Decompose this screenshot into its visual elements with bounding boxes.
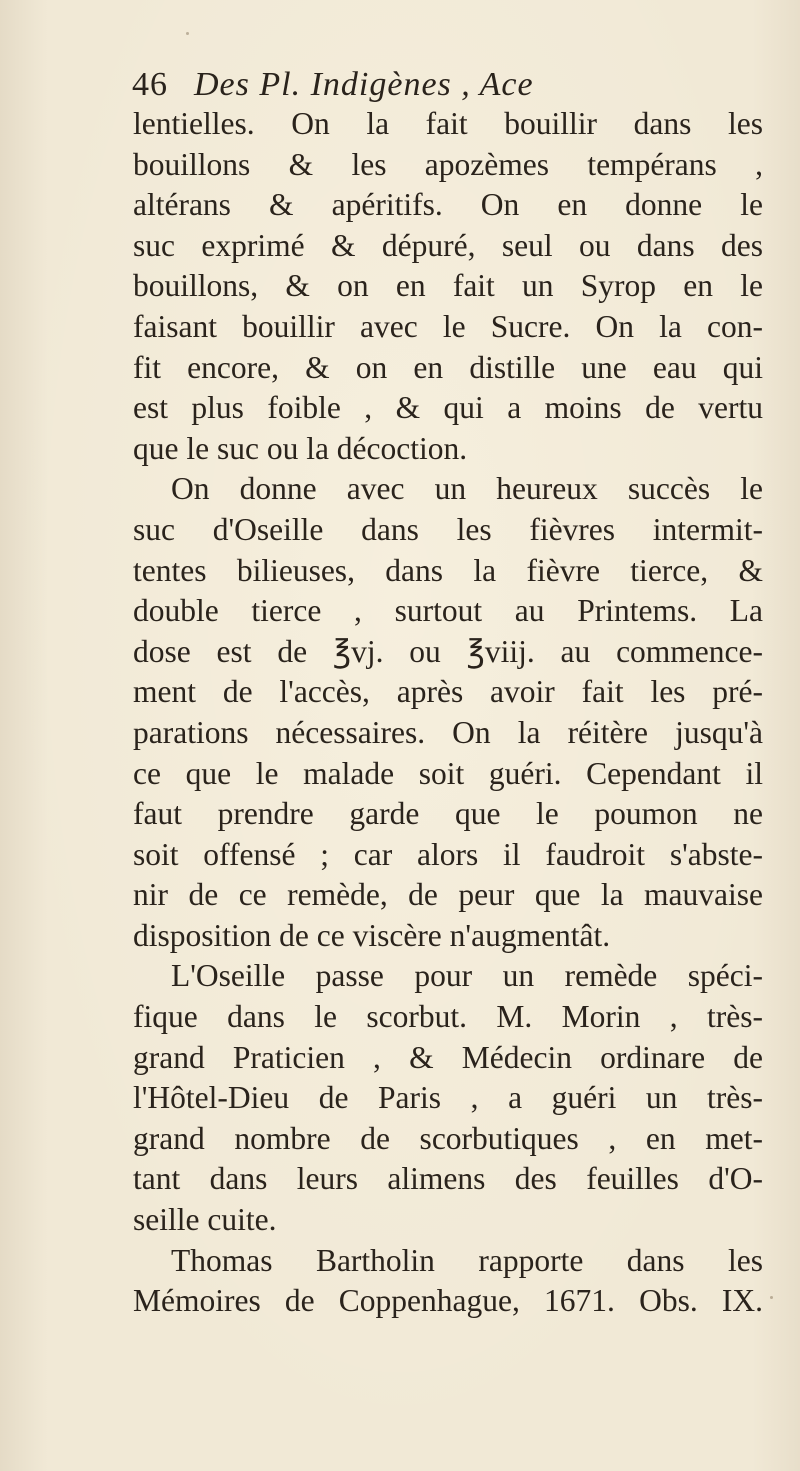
- text-line: est plus foible , & qui a moins de vertu: [133, 390, 763, 426]
- text-line: grand nombre de scorbutiques , en met-: [133, 1120, 763, 1156]
- text-line: fit encore, & on en distille une eau qui: [133, 349, 763, 385]
- text-line: L'Oseille passe pour un remède spéci-: [171, 958, 763, 994]
- text-line: seille cuite.: [133, 1202, 277, 1238]
- text-line: suc d'Oseille dans les fièvres intermit-: [133, 511, 763, 547]
- body-text: [133, 104, 763, 1322]
- text-line: Mémoires de Coppenhague, 1671. Obs. IX.: [133, 1283, 763, 1319]
- text-line: parations nécessaires. On la réitère jusqu'à: [133, 714, 763, 750]
- text-line: que le suc ou la décoction.: [133, 430, 468, 466]
- paper-speck: [186, 32, 189, 35]
- text-line: tant dans leurs alimens des feuilles d'O-: [133, 1161, 763, 1197]
- page-number: 46: [132, 66, 168, 103]
- paper-speck: [770, 1296, 773, 1299]
- text-line: ce que le malade soit guéri. Cependant il: [133, 755, 763, 791]
- running-title: Des Pl. Indigènes , Ace: [194, 66, 534, 103]
- text-line: fique dans le scorbut. M. Morin , très-: [133, 999, 763, 1035]
- text-line: disposition de ce viscère n'augmentât.: [133, 917, 611, 953]
- text-line: altérans & apéritifs. On en donne le: [133, 187, 763, 223]
- text-line: soit offensé ; car alors il faudroit s'abste-: [133, 836, 763, 872]
- text-line: l'Hôtel-Dieu de Paris , a guéri un très-: [133, 1080, 763, 1116]
- text-line: grand Praticien , & Médecin ordinare de: [133, 1039, 763, 1075]
- text-line: dose est de ℥vj. ou ℥viij. au commence-: [133, 633, 763, 669]
- text-line: bouillons & les apozèmes tempérans ,: [133, 146, 763, 182]
- text-line: lentielles. On la fait bouillir dans les: [133, 106, 763, 141]
- text-line: faut prendre garde que le poumon ne: [133, 796, 763, 832]
- text-line: Thomas Bartholin rapporte dans les: [171, 1242, 763, 1278]
- text-line: ment de l'accès, après avoir fait les pré-: [133, 674, 763, 710]
- text-line: tentes bilieuses, dans la fièvre tierce, &: [133, 552, 763, 588]
- text-line: double tierce , surtout au Printems. La: [133, 593, 763, 629]
- text-line: bouillons, & on en fait un Syrop en le: [133, 268, 763, 304]
- text-line: nir de ce remède, de peur que la mauvaise: [133, 877, 763, 913]
- text-line: On donne avec un heureux succès le: [171, 471, 763, 507]
- text-line: faisant bouillir avec le Sucre. On la con-: [133, 308, 763, 344]
- text-line: suc exprimé & dépuré, seul ou dans des: [133, 227, 763, 263]
